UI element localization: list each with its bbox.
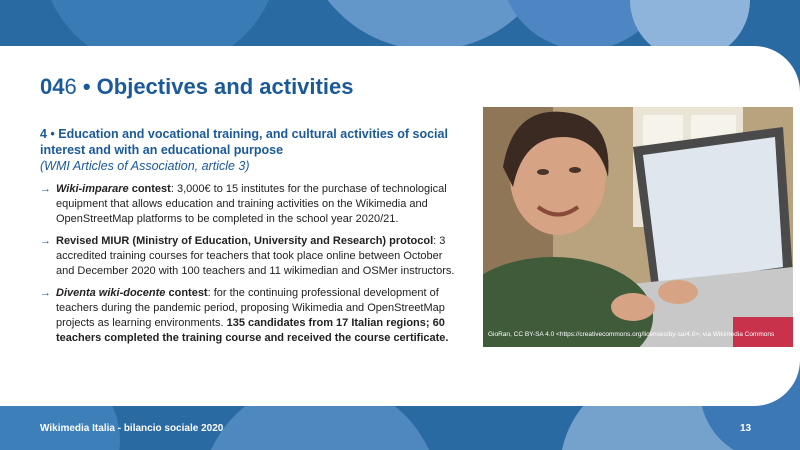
section-heading: 4 • Education and vocational training, and cultural activities of social interest and with an educational purpose (40, 127, 448, 157)
teacher-photo (483, 107, 793, 347)
item-text-bold: 135 candidates from 17 Italian regions; 60 teachers completed the training course and received the course certificate. (56, 317, 449, 344)
item-label: Revised MIUR (Ministry of Education, University and Research) protocol (56, 235, 434, 247)
section-caption: (WMI Articles of Association, article 3) (40, 159, 250, 173)
item-label: Diventa wiki-docente (56, 287, 166, 299)
photo-illustration (483, 107, 793, 347)
item-label-suffix: contest (165, 287, 208, 299)
item-text: : for the continuing professional development of teachers during the pandemic period, proposing Wikimedia and OpenStreetMap projects as learning environments. (56, 287, 445, 329)
page-number: 13 (740, 423, 752, 434)
footer-title: Wikimedia Italia - bilancio sociale 2020 (40, 423, 224, 434)
title-number-sub: 6 (64, 74, 77, 99)
page-title (40, 74, 353, 100)
item-text: : 3,000€ to 15 institutes for the purchase of technological equipment that allows education and training activities on the Wikimedia and OpenStreetMap platforms to be completed in the school year 2020/21. (56, 183, 447, 225)
right-arrow-icon: → (40, 235, 51, 247)
title-number: 04 (40, 74, 65, 99)
photo-credit: GioRan, CC BY-SA 4.0 <https://creativecommons.org/licenses/by-sa/4.0>, via Wikimedia Commons (488, 331, 775, 338)
title-text: • Objectives and activities (76, 74, 354, 99)
item-text: : 3 accredited training courses for teachers that took place online between October and December 2020 with 100 teachers and 11 wikimedian and OSMer instructors. (56, 235, 455, 277)
main-content (40, 126, 460, 353)
item-label: Wiki-imparare (56, 183, 129, 195)
right-arrow-icon: → (40, 287, 51, 299)
list-item (40, 234, 460, 279)
list-item (40, 286, 460, 346)
item-label-suffix: contest (128, 183, 171, 195)
right-arrow-icon: → (40, 183, 51, 195)
list-item (40, 182, 460, 227)
